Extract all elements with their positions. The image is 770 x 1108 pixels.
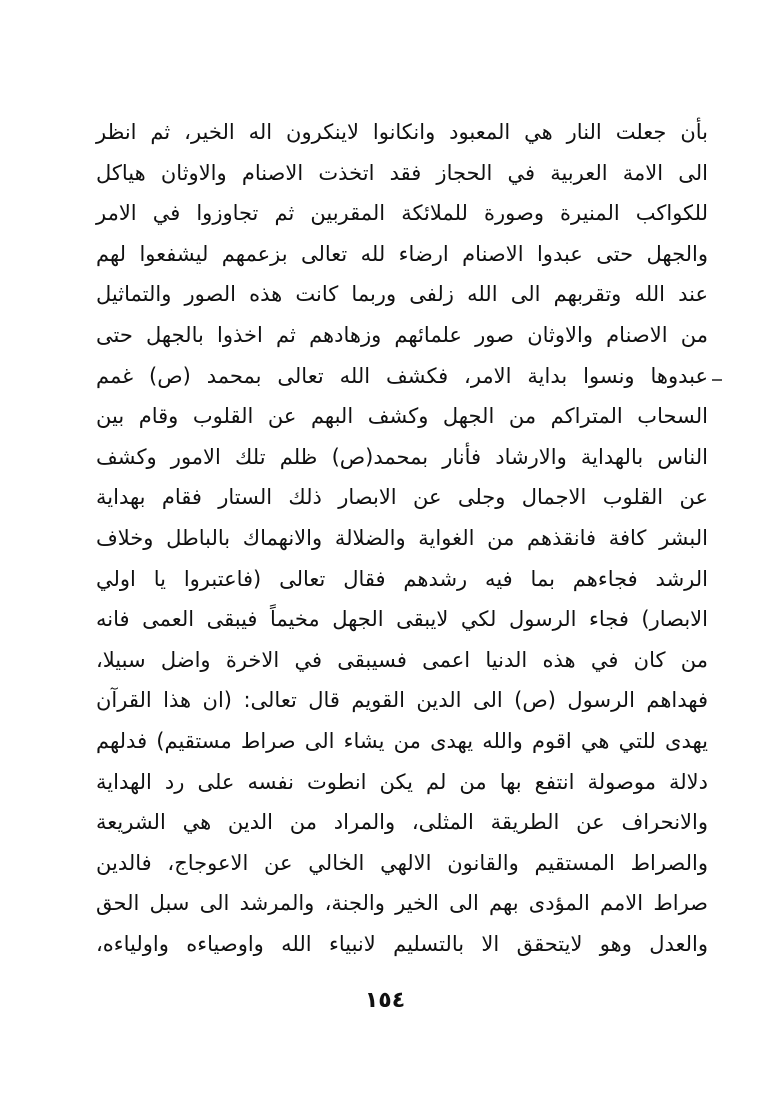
text-line: للكواكب المنيرة وصورة للملائكة المقربين ثم تجاوزوا في الامر [96,201,708,226]
text-line: دلالة موصولة انتفع بها من لم يكن انطوت نفسه على رد الهداية [96,769,708,794]
page-number: ١٥٤ [364,988,406,1013]
text-line: صراط الامم المؤدى بهم الى الخير والجنة، والمرشد الى سبل الحق [96,891,708,916]
text-line: والصراط المستقيم والقانون الالهي الخالي عن الاعوجاج، فالدين [96,850,708,875]
text-line: من كان في هذه الدنيا اعمى فسيبقى في الاخرة واضل سبيلا، [96,647,708,672]
text-line: البشر كافة فانقذهم من الغواية والضلالة والانهماك بالباطل وخلاف [96,525,708,550]
text-line: فهداهم الرسول (ص) الى الدين القويم قال تعالى: (ان هذا القرآن [96,688,708,713]
text-line: والعدل وهو لايتحقق الا بالتسليم لانبياء الله واوصياءه واولياءه، [96,931,708,956]
body-text [96,112,708,964]
text-line: الرشد فجاءهم بما فيه رشدهم فقال تعالى (فاعتبروا يا اولي [96,566,708,591]
text-line: عند الله وتقربهم الى الله زلفى وربما كانت هذه الصور والتماثيل [96,282,708,307]
margin-mark [712,379,722,381]
text-line: الناس بالهداية والارشاد فأنار بمحمد(ص) ظلم تلك الامور وكشف [96,444,708,469]
text-line: عن القلوب الاجمال وجلى عن الابصار ذلك الستار فقام بهداية [96,485,708,510]
text-line: الابصار) فجاء الرسول لكي لايبقى الجهل مخيماً فيبقى العمى فانه [96,607,708,632]
text-line: الى الامة العربية في الحجاز فقد اتخذت الاصنام والاوثان هياكل [96,160,708,185]
text-line: عبدوها ونسوا بداية الامر، فكشف الله تعالى بمحمد (ص) غمم [96,363,708,388]
text-line: يهدى للتي هي اقوم والله يهدى من يشاء الى صراط مستقيم) فدلهم [96,728,708,753]
text-line: بأن جعلت النار هي المعبود وانكانوا لاينكرون اله الخير، ثم انظر [96,120,708,144]
text-line: السحاب المتراكم من الجهل وكشف البهم عن القلوب وقام بين [96,404,708,429]
text-line: والانحراف عن الطريقة المثلى، والمراد من الدين هي الشريعة [96,810,708,835]
text-line: من الاصنام والاوثان صور علمائهم وزهادهم ثم اخذوا بالجهل حتى [96,322,708,347]
text-line: والجهل حتى عبدوا الاصنام ارضاء لله تعالى بزعمهم ليشفعوا لهم [96,241,708,266]
